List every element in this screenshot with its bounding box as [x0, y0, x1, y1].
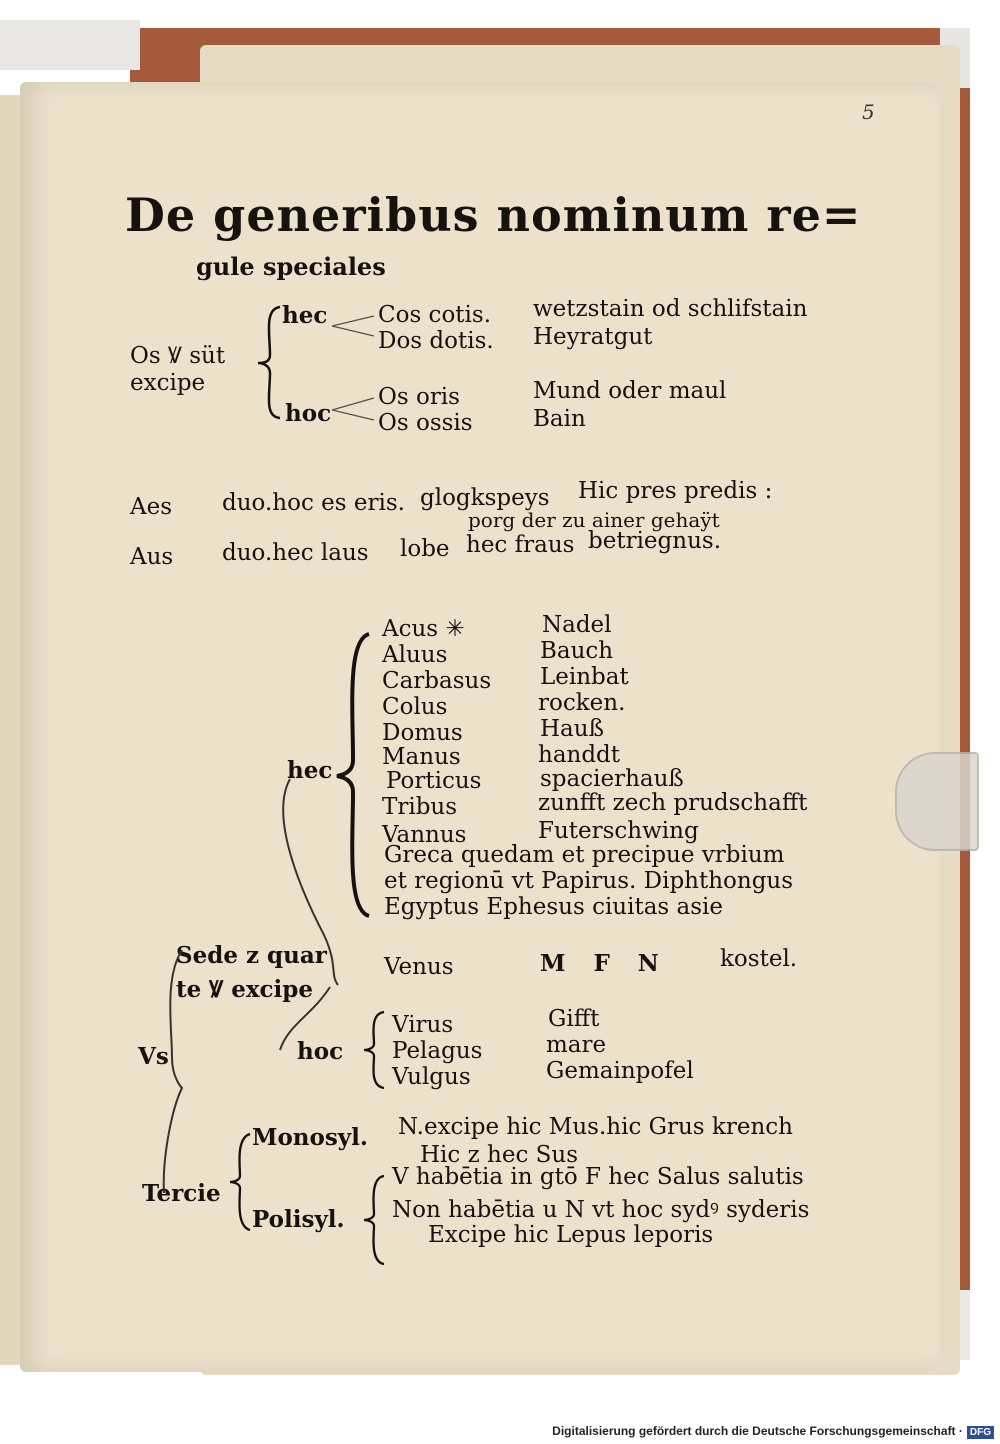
aes-text: duo.hoc es eris.	[222, 490, 405, 516]
latin-word: Porticus	[386, 768, 482, 794]
german-gloss: Nadel	[542, 612, 612, 638]
connector-curve	[268, 775, 358, 1055]
german-gloss: kostel.	[720, 946, 798, 972]
polisyl-line: Non habētia u N vt hoc sydꝰ syderis	[392, 1197, 810, 1223]
aes-gloss: glogkspeys	[420, 485, 550, 511]
german-gloss: Bauch	[540, 638, 614, 664]
german-gloss: handdt	[538, 742, 621, 768]
dfg-logo: DFG	[967, 1426, 994, 1439]
german-gloss: spacierhauß	[540, 766, 684, 792]
fraus-text: hec fraus	[466, 532, 575, 558]
us-label: Vs	[138, 1043, 169, 1070]
aus-text: duo.hec laus	[222, 540, 369, 566]
sede-label: te Ꝟ excipe	[176, 976, 314, 1003]
gender-marks: M F N	[540, 950, 669, 977]
hec-label: hec	[282, 302, 328, 329]
latin-word: Venus	[384, 954, 454, 980]
polisyl-line: Excipe hic Lepus leporis	[428, 1222, 714, 1248]
latin-word: Colus	[382, 694, 448, 720]
aus-gloss: lobe	[400, 536, 450, 562]
latin-word: Vulgus	[392, 1064, 471, 1090]
german-gloss: rocken.	[538, 690, 626, 716]
pres-text: Hic pres predis :	[578, 478, 773, 504]
greca-line: Greca quedam et precipue vrbium	[384, 842, 785, 868]
connector-curve	[158, 948, 188, 1198]
aes-label: Aes	[130, 494, 173, 520]
german-gloss: wetzstain od schlifstain	[533, 296, 808, 322]
german-gloss: Gemainpofel	[546, 1058, 694, 1084]
polisyl-label: Polisyl.	[252, 1206, 345, 1233]
page-subtitle: gule speciales	[196, 252, 386, 281]
section1-label-1: Os Ꝟ süt	[130, 343, 226, 369]
page-clip	[895, 752, 979, 851]
pres-gloss: porg der zu ainer gehaÿt	[468, 508, 720, 532]
polisyl-line: V habētia in gtō F hec Salus salutis	[392, 1164, 804, 1190]
latin-word: Os ossis	[378, 410, 473, 436]
latin-word: Vannus	[382, 822, 467, 848]
hec-label: hec	[287, 757, 333, 784]
greca-line: et regionū vt Papirus. Diphthongus	[384, 868, 794, 894]
german-gloss: mare	[546, 1032, 607, 1058]
latin-word: Os oris	[378, 384, 460, 410]
german-gloss: Gifft	[548, 1006, 600, 1032]
latin-word: Acus ✳	[382, 616, 465, 642]
latin-word: Dos dotis.	[378, 328, 494, 354]
digitization-credit	[552, 1424, 994, 1439]
german-gloss: Bain	[533, 406, 586, 432]
hoc-label: hoc	[297, 1038, 344, 1065]
brace	[362, 1010, 388, 1090]
monosyl-line: Hic z hec Sus	[420, 1142, 579, 1168]
german-gloss: Hauß	[540, 716, 604, 742]
german-gloss: zunfft zech prudschafft	[538, 790, 808, 816]
sede-label: Sede z quar	[176, 942, 327, 969]
german-gloss: Mund oder maul	[533, 378, 727, 404]
page-number: 5	[862, 100, 875, 124]
latin-word: Tribus	[382, 794, 458, 820]
latin-word: Domus	[382, 720, 463, 746]
connector-lines	[330, 306, 380, 426]
latin-word: Aluus	[382, 642, 448, 668]
section1-label-2: excipe	[130, 370, 206, 396]
german-gloss: Heyratgut	[533, 324, 653, 350]
latin-word: Virus	[392, 1012, 454, 1038]
brace	[228, 1132, 254, 1232]
credit-text: Digitalisierung gefördert durch die Deutsche Forschungsgemeinschaft ·	[552, 1424, 963, 1438]
page-title: De generibus nominum re=	[125, 188, 862, 242]
german-gloss: Futerschwing	[538, 818, 699, 844]
monosyl-label: Monosyl.	[252, 1124, 368, 1151]
cover-corner	[0, 20, 140, 70]
hoc-label: hoc	[285, 400, 332, 427]
brace	[362, 1174, 388, 1266]
latin-word: Manus	[382, 744, 461, 770]
tercie-label: Tercie	[142, 1180, 221, 1207]
german-gloss: Leinbat	[540, 664, 629, 690]
latin-word: Pelagus	[392, 1038, 483, 1064]
greca-line: Egyptus Ephesus ciuitas asie	[384, 894, 724, 920]
fraus-gloss: betriegnus.	[588, 528, 722, 554]
latin-word: Carbasus	[382, 668, 492, 694]
aus-label: Aus	[130, 544, 174, 570]
monosyl-line: N.excipe hic Mus.hic Grus krench	[398, 1114, 793, 1140]
latin-word: Cos cotis.	[378, 302, 492, 328]
